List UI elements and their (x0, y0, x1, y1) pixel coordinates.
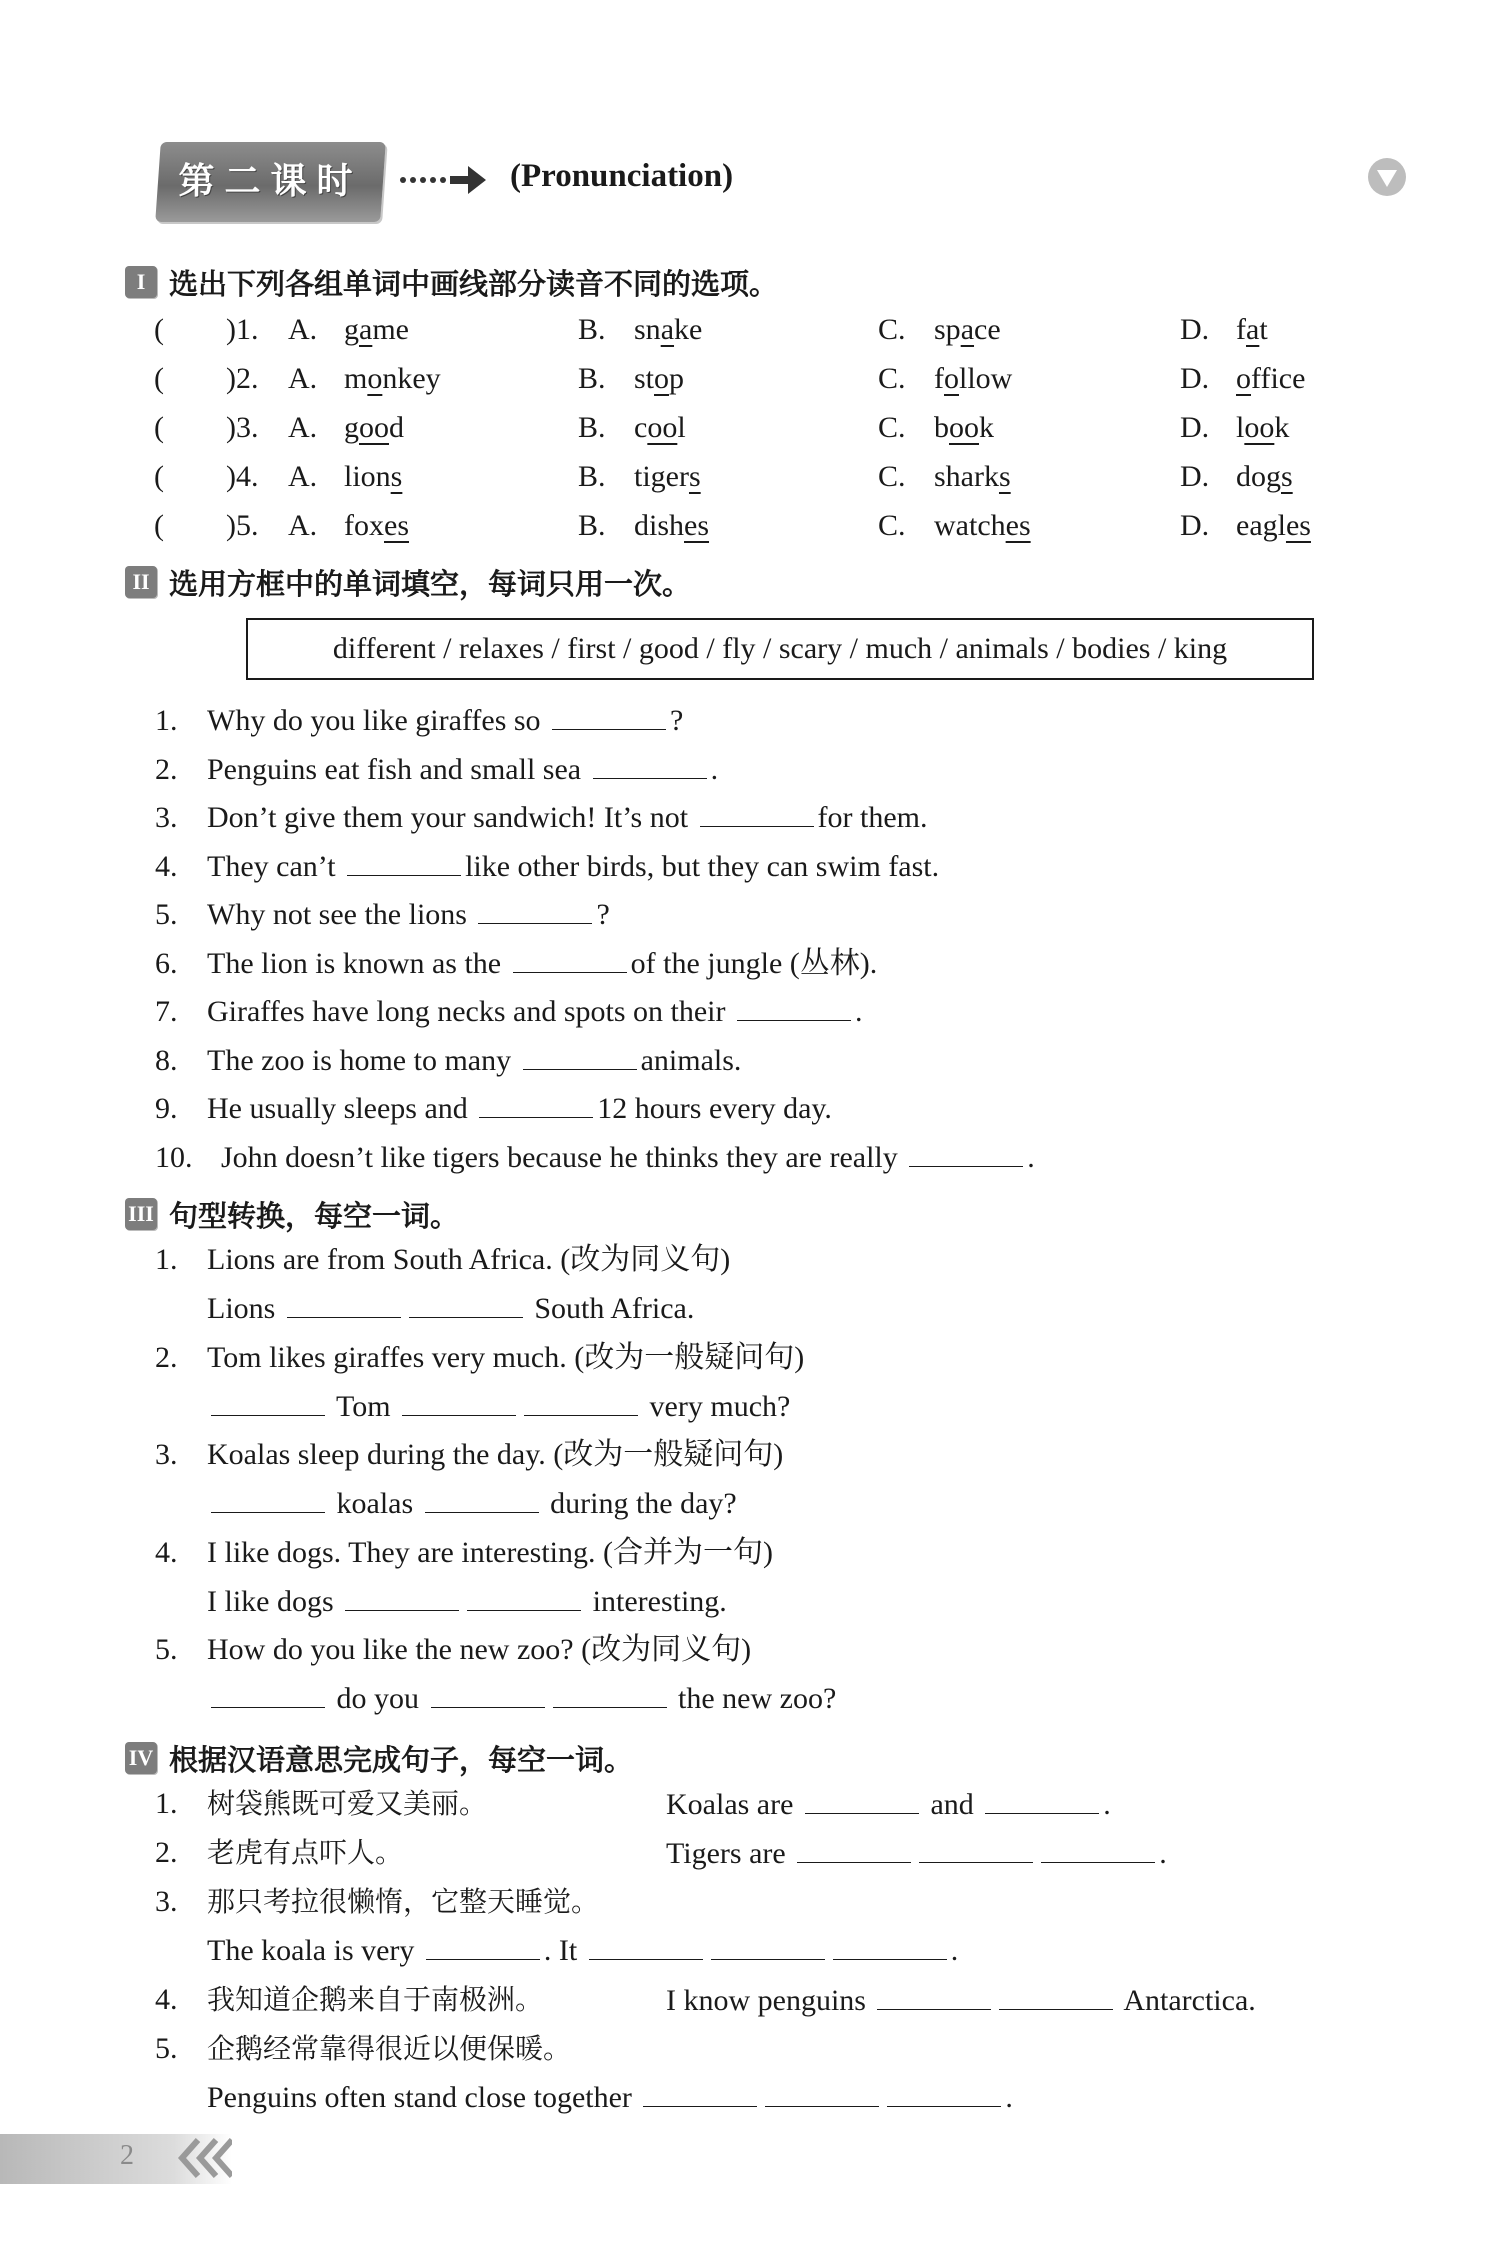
option-letter: C. (878, 313, 906, 346)
answer-blank[interactable] (211, 1678, 325, 1708)
lesson-tag: 第二课时 (155, 142, 386, 222)
transform-answer-line: koalas during the day? (207, 1483, 737, 1523)
question-number: 4. (155, 849, 178, 883)
answer-blank[interactable] (999, 1980, 1113, 2010)
question-number: 9. (155, 1092, 178, 1125)
answer-blank[interactable] (211, 1386, 325, 1416)
option-letter: A. (288, 362, 318, 395)
question-text: He usually sleeps and (207, 1092, 468, 1125)
question-text: for them. (817, 801, 928, 834)
translation-answer-line: Tigers are . (666, 1833, 1167, 1873)
chinese-prompt: 老虎有点吓人。 (207, 1836, 404, 1869)
underlined-sound: s (390, 460, 403, 493)
translation-question (155, 2029, 571, 2069)
word-part: k (979, 411, 994, 444)
word-part: p (669, 362, 685, 395)
question-text: The zoo is home to many (207, 1043, 512, 1077)
answer-blank[interactable] (426, 1930, 540, 1960)
transform-question (155, 1435, 783, 1475)
question-number: 3. (155, 1438, 178, 1471)
word-part: m (344, 362, 368, 395)
answer-blank[interactable] (287, 1288, 401, 1318)
option-word[interactable] (634, 308, 702, 352)
underlined-sound: es (384, 509, 409, 542)
word-part: st (634, 362, 655, 395)
question-text: ? (596, 898, 610, 931)
word-part: dish (634, 509, 685, 542)
answer-blank[interactable] (513, 943, 627, 973)
answer-blank[interactable] (524, 1386, 638, 1416)
underlined-sound: o (367, 362, 383, 395)
option-letter: B. (578, 411, 606, 444)
option-letter: A. (288, 509, 318, 542)
option-letter: A. (288, 460, 318, 493)
question-number: 8. (155, 1043, 178, 1077)
answer-blank[interactable] (479, 1088, 593, 1118)
underlined-sound: es (684, 509, 710, 542)
answer-blank[interactable] (877, 1980, 991, 2010)
underlined-sound: o (944, 362, 959, 395)
answer-blank[interactable] (765, 2077, 879, 2107)
option-letter: D. (1180, 313, 1210, 346)
page-header (158, 142, 1408, 222)
question-text: Why not see the lions (207, 898, 467, 931)
question-text: Lions are from South Africa. (改为同义句) (207, 1243, 731, 1276)
question-text: of the jungle (丛林). (630, 946, 878, 980)
chinese-prompt: 那只考拉很懒惰，它整天睡觉。 (207, 1885, 600, 1918)
underlined-sound: oo (949, 411, 979, 444)
translation-question (155, 1784, 487, 1824)
transform-answer-line: do you the new zoo? (207, 1678, 836, 1718)
question-text: ? (670, 704, 684, 737)
word-part: f (1236, 313, 1246, 346)
question-number: )5. (226, 509, 259, 542)
underlined-sound: a (960, 313, 975, 346)
underlined-sound: s (1281, 460, 1293, 493)
section-3-heading: III 句型转换，每空一词。 (125, 1194, 459, 1234)
answer-blank[interactable] (805, 1784, 919, 1814)
option-letter: C. (878, 411, 906, 444)
fill-in-question (155, 846, 939, 886)
translation-question (155, 1833, 403, 1873)
option-word[interactable] (934, 455, 1011, 499)
translation-question (155, 1882, 599, 1922)
option-letter: B. (578, 313, 606, 346)
answer-blank[interactable] (593, 749, 707, 779)
section-number-badge: IV (125, 1742, 157, 1774)
option-word[interactable] (634, 455, 701, 499)
word-part: ce (974, 313, 1001, 346)
question-text: Why do you like giraffes so (207, 704, 541, 737)
dotted-arrow-icon (398, 160, 488, 200)
underlined-sound: es (1285, 509, 1311, 542)
answer-paren[interactable]: ( (154, 313, 164, 346)
translation-answer-line: Koalas are and . (666, 1784, 1111, 1824)
word-part: eagl (1236, 509, 1286, 542)
answer-blank[interactable] (909, 1137, 1023, 1167)
underlined-sound: oo (647, 411, 678, 444)
option-word[interactable] (934, 308, 1001, 352)
question-number: 4. (155, 1983, 178, 2016)
section-number-badge: I (125, 266, 157, 298)
choice-question (154, 455, 1394, 499)
option-letter: B. (578, 460, 606, 493)
question-text: 12 hours every day. (597, 1092, 832, 1125)
transform-question (155, 1338, 804, 1378)
underlined-sound: es (1005, 509, 1031, 542)
fill-in-question (155, 943, 877, 983)
question-number: 2. (155, 1836, 178, 1869)
underlined-sound: o (654, 362, 670, 395)
word-bank-box: different / relaxes / first / good / fly / scary / much / animals / bodies / king (246, 618, 1314, 680)
choice-question (154, 357, 1394, 401)
word-part: l (677, 411, 686, 444)
question-number: )2. (226, 362, 259, 395)
option-letter: C. (878, 509, 906, 542)
word-part: g (344, 411, 359, 444)
question-text: Koalas sleep during the day. (改为一般疑问句) (207, 1438, 784, 1471)
option-letter: D. (1180, 362, 1210, 395)
word-part: shark (934, 460, 999, 493)
question-number: 5. (155, 1633, 178, 1666)
fill-in-question (155, 797, 928, 837)
underlined-sound: oo (1244, 411, 1275, 444)
choice-question (154, 308, 1394, 352)
answer-blank[interactable] (345, 1581, 459, 1611)
word-part: l (1236, 411, 1245, 444)
option-letter: A. (288, 411, 318, 444)
section-2-heading: II 选用方框中的单词填空，每词只用一次。 (125, 562, 691, 602)
question-number: 5. (155, 898, 178, 931)
option-word[interactable] (1236, 308, 1268, 352)
chinese-prompt: 企鹅经常靠得很近以便保暖。 (207, 2032, 572, 2065)
fill-in-question (155, 991, 862, 1031)
word-part: tiger (634, 460, 689, 493)
answer-blank[interactable] (523, 1040, 637, 1070)
word-part: b (934, 411, 949, 444)
option-word[interactable] (344, 504, 409, 548)
option-word[interactable] (344, 406, 404, 450)
answer-paren[interactable]: ( (154, 411, 164, 444)
option-word[interactable] (1236, 455, 1293, 499)
answer-blank[interactable] (887, 2077, 1001, 2107)
transform-question (155, 1533, 773, 1573)
down-triangle-badge-icon (1366, 156, 1408, 198)
word-part: me (372, 313, 409, 346)
question-number: 1. (155, 1787, 178, 1820)
question-text: Penguins eat fish and small sea (207, 752, 582, 786)
question-text: animals. (640, 1043, 742, 1077)
word-part: watch (934, 509, 1006, 542)
question-number: 6. (155, 946, 178, 980)
question-text: . (854, 995, 863, 1028)
option-letter: B. (578, 509, 606, 542)
word-part: nkey (382, 362, 441, 395)
question-text: I like dogs. They are interesting. (合并为一句) (207, 1535, 773, 1569)
answer-blank[interactable] (643, 2077, 757, 2107)
fill-in-question (155, 1088, 832, 1128)
question-number: 4. (155, 1535, 178, 1569)
underlined-sound: s (998, 460, 1011, 493)
transform-answer-line: Tom very much? (207, 1386, 790, 1426)
underlined-sound: s (688, 460, 701, 493)
answer-paren[interactable]: ( (154, 460, 164, 493)
answer-blank[interactable] (553, 1678, 667, 1708)
transform-question (155, 1630, 751, 1670)
question-text: How do you like the new zoo? (改为同义句) (207, 1633, 752, 1666)
option-word[interactable] (934, 357, 1012, 401)
underlined-sound: oo (359, 411, 389, 444)
answer-blank[interactable] (347, 846, 461, 876)
answer-blank[interactable] (700, 797, 814, 827)
answer-blank[interactable] (552, 700, 666, 730)
question-number: 1. (155, 1243, 178, 1276)
transform-question (155, 1240, 730, 1280)
option-word[interactable] (634, 406, 686, 450)
option-word[interactable] (934, 504, 1031, 548)
option-word[interactable] (934, 406, 994, 450)
section-1-heading: I 选出下列各组单词中画线部分读音不同的选项。 (125, 262, 778, 302)
double-chevron-left-icon (176, 2136, 232, 2180)
underlined-sound: o (1236, 362, 1251, 395)
answer-paren[interactable]: ( (154, 362, 164, 395)
question-text: They can’t (207, 849, 336, 883)
question-text: . (1027, 1140, 1035, 1174)
option-word[interactable] (344, 357, 441, 401)
translation-question (155, 1980, 543, 2020)
section-number-badge: III (125, 1198, 157, 1230)
answer-blank[interactable] (409, 1288, 523, 1318)
question-text: Don’t give them your sandwich! It’s not (207, 801, 689, 834)
answer-blank[interactable] (833, 1930, 947, 1960)
option-word[interactable] (344, 455, 402, 499)
answer-blank[interactable] (467, 1581, 581, 1611)
page-number: 2 (120, 2140, 134, 2171)
underlined-sound: a (1246, 313, 1260, 346)
question-text: John doesn’t like tigers because he thinks they are really (221, 1140, 898, 1174)
question-number: 2. (155, 752, 178, 786)
translation-answer-line: Penguins often stand close together . (207, 2077, 1013, 2117)
question-text: Giraffes have long necks and spots on their (207, 995, 726, 1028)
question-number: )4. (226, 460, 259, 493)
choice-question (154, 406, 1394, 450)
transform-answer-line: I like dogs interesting. (207, 1581, 727, 1621)
option-letter: D. (1180, 411, 1210, 444)
option-word[interactable] (344, 308, 409, 352)
question-number: 5. (155, 2032, 178, 2065)
translation-answer-line: I know penguins Antarctica. (666, 1980, 1256, 2020)
answer-blank[interactable] (478, 894, 592, 924)
fill-in-question (155, 894, 610, 934)
underlined-sound: a (660, 313, 675, 346)
question-number: 1. (155, 704, 178, 737)
translation-answer-line: The koala is very . It . (207, 1930, 958, 1970)
answer-blank[interactable] (737, 991, 851, 1021)
fill-in-question (155, 749, 718, 789)
question-text: like other birds, but they can swim fast. (465, 849, 940, 883)
chinese-prompt: 树袋熊既可爱又美丽。 (207, 1787, 488, 1820)
question-number: 10. (155, 1140, 193, 1174)
question-text: Tom likes giraffes very much. (改为一般疑问句) (207, 1340, 805, 1374)
question-number: )1. (226, 313, 259, 346)
word-part: d (389, 411, 404, 444)
question-number: 3. (155, 1885, 178, 1918)
answer-blank[interactable] (797, 1833, 911, 1863)
answer-blank[interactable] (211, 1483, 325, 1513)
option-letter: A. (288, 313, 318, 346)
word-part: c (634, 411, 648, 444)
question-number: 7. (155, 995, 178, 1028)
page-title: (Pronunciation) (510, 158, 734, 194)
word-part: sn (634, 313, 661, 346)
word-part: sp (934, 313, 961, 346)
option-word[interactable] (1236, 357, 1305, 401)
word-part: ke (674, 313, 703, 346)
option-word[interactable] (1236, 504, 1311, 548)
answer-blank[interactable] (711, 1930, 825, 1960)
option-letter: B. (578, 362, 606, 395)
word-part: lion (344, 460, 391, 493)
chinese-prompt: 我知道企鹅来自于南极洲。 (207, 1983, 544, 2016)
question-text: The lion is known as the (207, 946, 502, 980)
option-word[interactable] (634, 357, 684, 401)
answer-blank[interactable] (402, 1386, 516, 1416)
question-number: 3. (155, 801, 178, 834)
option-word[interactable] (634, 504, 709, 548)
question-number: 2. (155, 1340, 178, 1374)
answer-blank[interactable] (1041, 1833, 1155, 1863)
word-part: t (1259, 313, 1268, 346)
transform-answer-line: Lions South Africa. (207, 1288, 694, 1328)
choice-question (154, 504, 1394, 548)
answer-blank[interactable] (431, 1678, 545, 1708)
underlined-sound: a (359, 313, 373, 346)
option-letter: D. (1180, 509, 1210, 542)
word-part: g (344, 313, 359, 346)
word-part: fox (344, 509, 384, 542)
answer-blank[interactable] (919, 1833, 1033, 1863)
word-part: k (1274, 411, 1290, 444)
word-part: dog (1236, 460, 1281, 493)
word-part: ffice (1251, 362, 1306, 395)
question-number: )3. (226, 411, 259, 444)
word-part: f (934, 362, 944, 395)
section-4-heading: IV 根据汉语意思完成句子，每空一词。 (125, 1738, 633, 1778)
answer-blank[interactable] (985, 1784, 1099, 1814)
answer-paren[interactable]: ( (154, 509, 164, 542)
section-number-badge: II (125, 566, 157, 598)
answer-blank[interactable] (425, 1483, 539, 1513)
option-letter: C. (878, 362, 906, 395)
fill-in-question (155, 700, 683, 740)
word-part: llow (959, 362, 1013, 395)
option-letter: C. (878, 460, 906, 493)
option-letter: D. (1180, 460, 1210, 493)
fill-in-question (155, 1040, 741, 1080)
answer-blank[interactable] (589, 1930, 703, 1960)
option-word[interactable] (1236, 406, 1289, 450)
fill-in-question (155, 1137, 1035, 1177)
question-text: . (710, 752, 719, 786)
